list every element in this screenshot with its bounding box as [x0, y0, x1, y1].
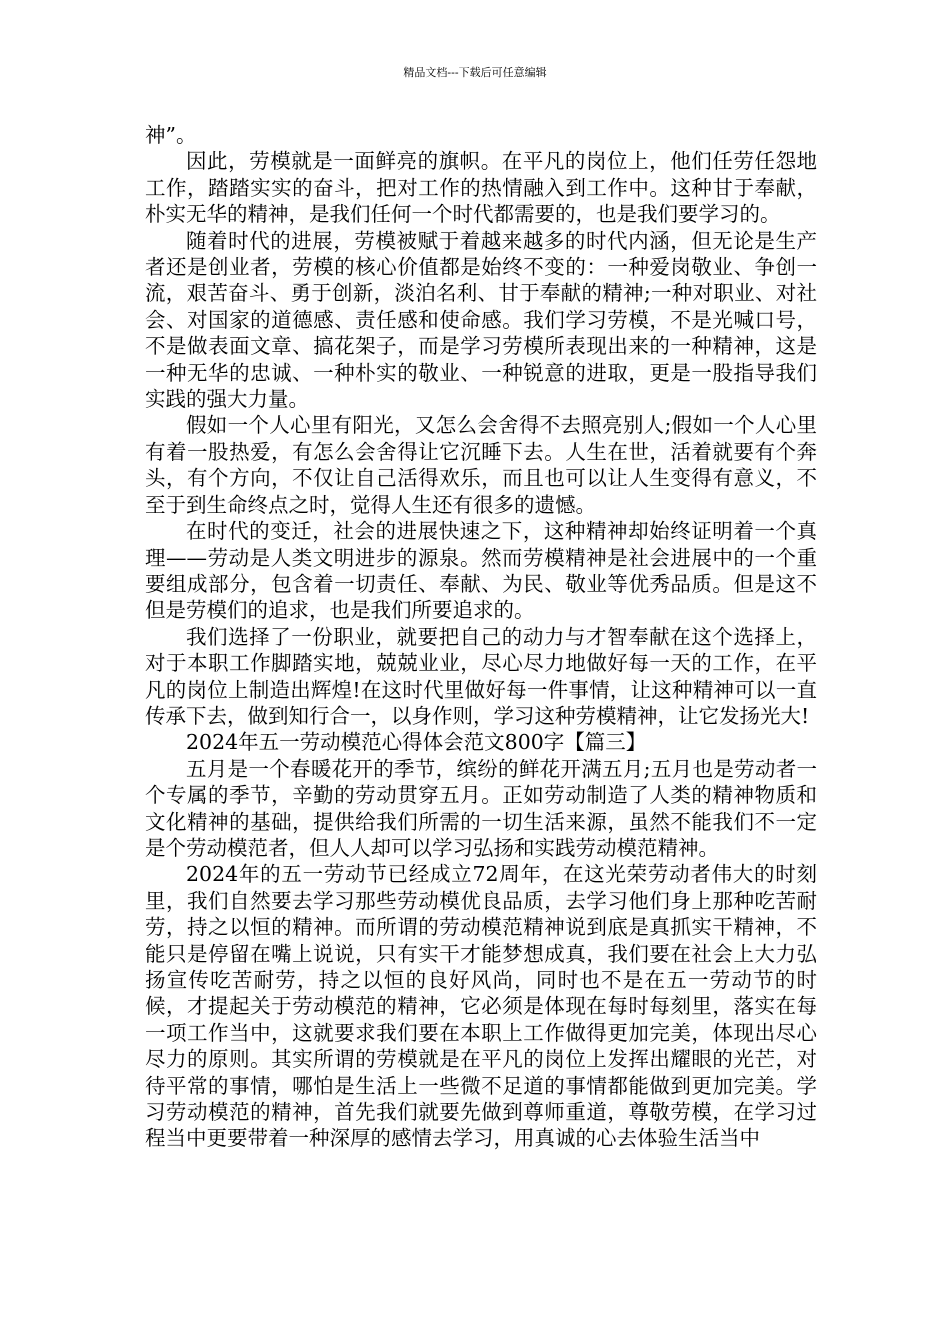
document-body	[145, 122, 817, 1152]
page-header: 精品文档---下载后可任意编辑	[403, 66, 547, 79]
section-heading: 2024年五一劳动模范心得体会范文800字【篇三】	[186, 730, 647, 755]
paragraph: 假如一个人心里有阳光，又怎么会舍得不去照亮别人;假如一个人心里有着一股热爱，有怎么会舍得让它沉睡下去。人生在世，活着就要有个奔头，有个方向，不仅让自己活得欢乐，而且也可以让人生变得有意义，不至于到生命终点之时，觉得人生还有很多的遗憾。	[145, 413, 817, 517]
paragraph-continuation: 神”。	[145, 123, 197, 147]
paragraph: 随着时代的进展，劳模被赋于着越来越多的时代内涵，但无论是生产者还是创业者，劳模的核心价值都是始终不变的：一种爱岗敬业、争创一流，艰苦奋斗、勇于创新，淡泊名利、甘于奉献的精神;一种对职业、对社会、对国家的道德感、责任感和使命感。我们学习劳模，不是光喊口号，不是做表面文章、搞花架子，而是学习劳模所表现出来的一种精神，这是一种无华的忠诚、一种朴实的敬业、一种锐意的进取，更是一股指导我们实践的强大力量。	[145, 228, 817, 412]
paragraph: 我们选择了一份职业，就要把自己的动力与才智奉献在这个选择上，对于本职工作脚踏实地，兢兢业业，尽心尽力地做好每一天的工作，在平凡的岗位上制造出辉煌!在这时代里做好每一件事情，让这种精神可以一直传承下去，做到知行合一，以身作则，学习这种劳模精神，让它发扬光大!	[145, 624, 817, 728]
paragraph: 因此，劳模就是一面鲜亮的旗帜。在平凡的岗位上，他们任劳任怨地工作，踏踏实实的奋斗，把对工作的热情融入到工作中。这种甘于奉献，朴实无华的精神，是我们任何一个时代都需要的，也是我们要学习的。	[145, 149, 817, 227]
paragraph: 2024年的五一劳动节已经成立72周年，在这光荣劳动者伟大的时刻里，我们自然要去学习那些劳动模优良品质，去学习他们身上那种吃苦耐劳，持之以恒的精神。而所谓的劳动模范精神说到底是真抓实干精神，不能只是停留在嘴上说说，只有实干才能梦想成真，我们要在社会上大力弘扬宣传吃苦耐劳，持之以恒的良好风尚，同时也不是在五一劳动节的时候，才提起关于劳动模范的精神，它必须是体现在每时每刻里，落实在每一项工作当中，这就要求我们要在本职上工作做得更加完美，体现出尽心尽力的原则。其实所谓的劳模就是在平凡的岗位上发挥出耀眼的光芒，对待平常的事情，哪怕是生活上一些微不足道的事情都能做到更加完美。学习劳动模范的精神，首先我们就要先做到尊师重道，尊敬劳模，在学习过程当中更要带着一种深厚的感情去学习，用真诚的心去体验生活当中	[145, 862, 817, 1151]
paragraph: 五月是一个春暖花开的季节，缤纷的鲜花开满五月;五月也是劳动者一个专属的季节，辛勤的劳动贯穿五月。正如劳动制造了人类的精神物质和文化精神的基础，提供给我们所需的一切生活来源，虽然不能我们不一定是个劳动模范者，但人人却可以学习弘扬和实践劳动模范精神。	[145, 756, 817, 860]
paragraph: 在时代的变迁，社会的进展快速之下，这种精神却始终证明着一个真理——劳动是人类文明进步的源泉。然而劳模精神是社会进展中的一个重要组成部分，包含着一切责任、奉献、为民、敬业等优秀品质。但是这不但是劳模们的追求，也是我们所要追求的。	[145, 519, 817, 623]
